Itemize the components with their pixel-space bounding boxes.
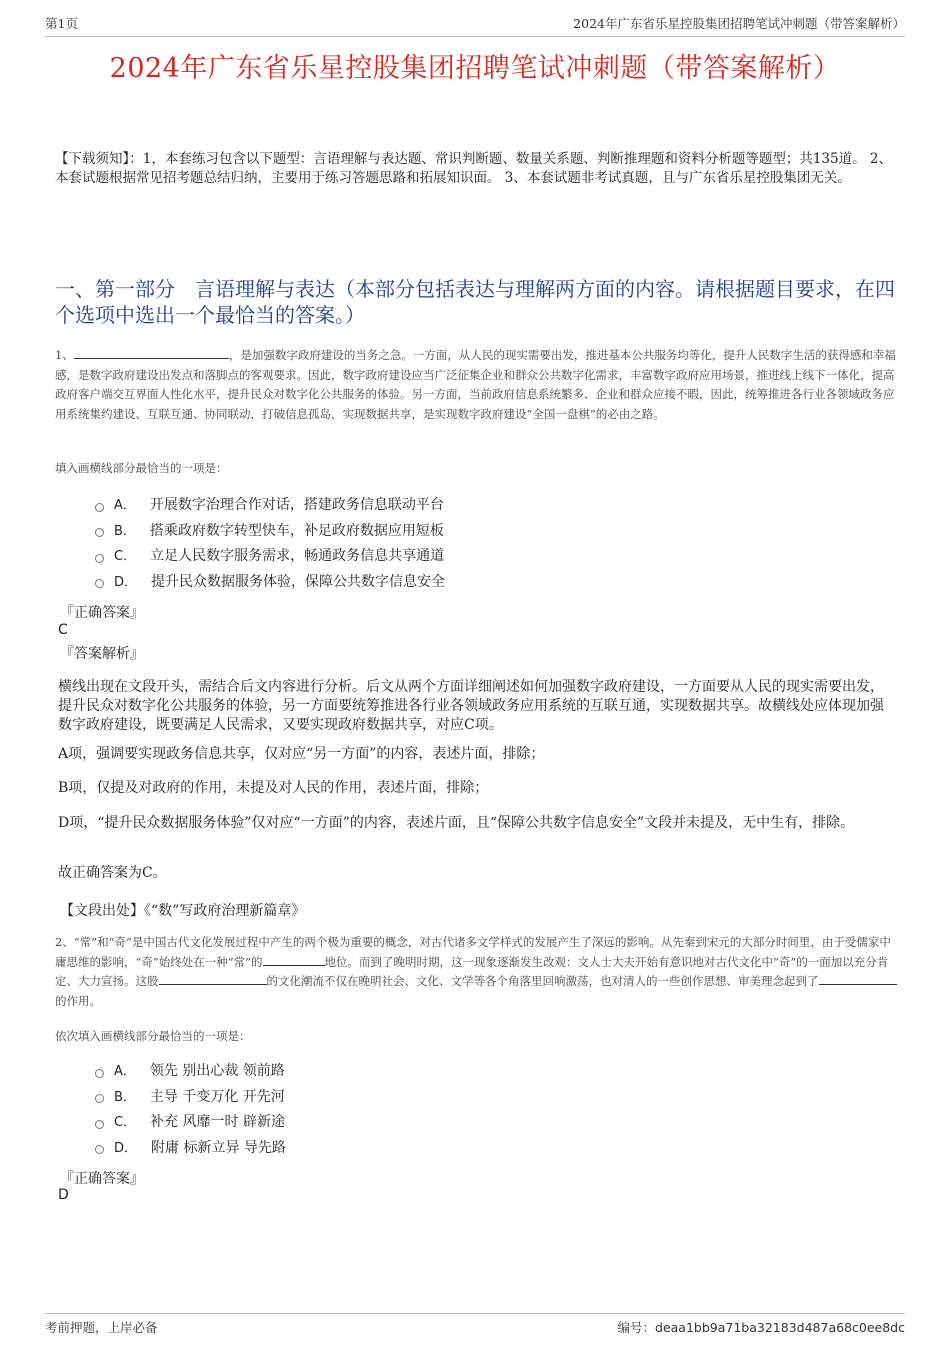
radio-icon[interactable] [95, 528, 104, 537]
question-1-option-c[interactable]: C． 立足人民数字服务需求，畅通政务信息共享通道 [95, 544, 445, 570]
radio-icon[interactable] [95, 1069, 104, 1078]
question-1-option-a[interactable]: A． 开展数字治理合作对话，搭建政务信息联动平台 [95, 493, 445, 519]
question-2-option-b[interactable]: B． 主导 千变万化 开先河 [95, 1085, 286, 1111]
question-1-prompt: 填入画横线部分最恰当的一项是： [55, 461, 228, 475]
footer-slogan: 考前押题，上岸必备 [45, 1320, 158, 1335]
question-1-blank [74, 346, 229, 359]
radio-icon[interactable] [95, 503, 104, 512]
radio-icon[interactable] [95, 1120, 104, 1129]
question-2-answer-label: 『正确答案』 [60, 1171, 144, 1187]
question-2-blank-2 [159, 972, 267, 985]
question-1-analysis-p2: A项，强调要实现政务信息共享，仅对应“另一方面”的内容，表述片面，排除； [58, 746, 545, 762]
question-1-answer-label: 『正确答案』 [60, 605, 144, 621]
radio-icon[interactable] [95, 579, 104, 588]
download-notice: 【下载须知】：1，本套练习包含以下题型：言语理解与表达题、常识判断题、数量关系题、判断推理题和资料分析题等题型；共135道。 2、本套试题根据常见招考题总结归纳，主要用于练习答题思路和拓展知识面。 3、本套试题非考试真题，且与广东省乐星控股集团无关。 [55, 151, 892, 186]
question-1-option-b[interactable]: B． 搭乘政府数字转型快车，补足政府数据应用短板 [95, 519, 445, 545]
question-1-analysis-label: 『答案解析』 [60, 646, 144, 662]
question-2-blank-1 [263, 953, 325, 966]
question-1-option-d[interactable]: D． 提升民众数据服务体验，保障公共数字信息安全 [95, 570, 445, 596]
page-number: 第1页 [45, 16, 78, 31]
question-1-number: 1、 [55, 348, 74, 362]
question-1-analysis-p5: 故正确答案为C。 [58, 865, 167, 881]
question-1-analysis-p3: B项，仅提及对政府的作用，未提及对人民的作用，表述片面，排除； [58, 780, 489, 796]
question-2-prompt: 依次填入画横线部分最恰当的一项是： [55, 1029, 251, 1043]
page-footer [45, 1313, 905, 1336]
footer-code: 编号：deaa1bb9a71ba32183d487a68c0ee8dc [617, 1320, 905, 1335]
question-1-analysis-p4: D项，“提升民众数据服务体验”仅对应“一方面”的内容，表述片面，且“保障公共数字信息安全”文段并未提及，无中生有，排除。 [58, 815, 855, 831]
question-2-blank-3 [819, 972, 897, 985]
radio-icon[interactable] [95, 1145, 104, 1154]
section-title: 一、第一部分 言语理解与表达（本部分包括表达与理解两方面的内容。请根据题目要求，在四个选项中选出一个最恰当的答案。） [55, 277, 895, 327]
question-2-option-c[interactable]: C． 补充 风靡一时 辟新途 [95, 1110, 286, 1136]
question-1-options [95, 493, 445, 595]
page-header [45, 14, 905, 37]
question-2-stem: 2、“常”和“奇”是中国古代文化发展过程中产生的两个极为重要的概念，对古代诸多文学样式的发展产生了深远的影响。从先秦到宋元的大部分时间里，由于受儒家中庸思维的影响，“奇”始终处在一种“常”的 地位。而到了晚明时期，这一现象逐渐发生改观：文人士大夫开始有意识地对古代文化中“奇”的一面加以充分肯定、大力宣扬。这股 的文化潮流不仅在晚明社会、文化、文学等各个角落里回响激荡，也对清人的一些创作思想、审美理念起到了的作用。 [55, 933, 897, 1011]
question-1-source: 【文段出处】《“数”写政府治理新篇章》 [60, 903, 306, 919]
question-1-analysis-p1: 横线出现在文段开头，需结合后文内容进行分析。后文从两个方面详细阐述如何加强数字政府建设，一方面要从人民的现实需要出发，提升民众对数字化公共服务的体验，另一方面要统筹推进各行业各领域政务应用系统的互联互通，实现数据共享。故横线处应体现加强数字政府建设，既要满足人民需求，又要实现政府数据共享，对应C项。 [58, 679, 884, 733]
question-2-option-a[interactable]: A． 领先 别出心裁 领前路 [95, 1059, 286, 1085]
question-1-stem [55, 346, 897, 424]
question-2-option-d[interactable]: D． 附庸 标新立异 导先路 [95, 1136, 286, 1162]
header-doc-title: 2024年广东省乐星控股集团招聘笔试冲刺题（带答案解析） [573, 16, 905, 31]
question-1-text: ，是加强数字政府建设的当务之急。一方面，从人民的现实需要出发，推进基本公共服务均等化，提升人民数字生活的获得感和幸福感，是数字政府建设出发点和落脚点的客观要求。因此，数字政府建设应当广泛征集企业和群众公共数字化需求，丰富数字政府应用场景，推进线上线下一体化，提高政府客户端交互界面人性化水平，提升民众对数字化公共服务的体验。另一方面，当前政府信息系统繁多、企业和群众应接不暇，因此，统筹推进各行业各领域政务应用系统集约建设、互联互通、协同联动，打破信息孤岛，实现数据共享，是实现数字政府建设“全国一盘棋”的必由之路。 [55, 348, 896, 421]
question-1-answer: C [58, 622, 68, 638]
document-title: 2024年广东省乐星控股集团招聘笔试冲刺题（带答案解析） [109, 53, 841, 84]
question-2-options [95, 1059, 286, 1161]
radio-icon[interactable] [95, 1094, 104, 1103]
question-2-answer: D [58, 1187, 69, 1203]
radio-icon[interactable] [95, 554, 104, 563]
